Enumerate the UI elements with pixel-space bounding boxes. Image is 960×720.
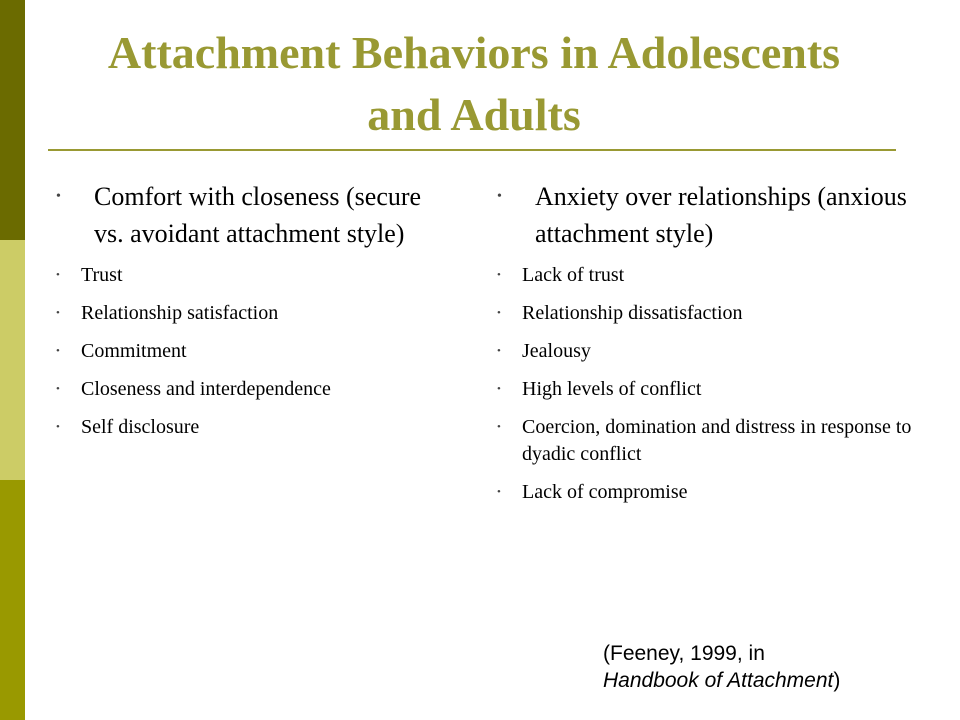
slide-title: [48, 22, 900, 146]
list-item: [56, 338, 436, 365]
left-main-bullet: [56, 178, 436, 252]
bullet-dot-icon: •: [56, 383, 60, 395]
title-divider: [48, 149, 896, 151]
list-item: [56, 376, 436, 403]
bullet-dot-icon: •: [56, 421, 60, 433]
left-column: [56, 178, 436, 452]
list-item-text: Lack of trust: [522, 264, 625, 286]
list-item: [497, 338, 917, 365]
list-item: [497, 376, 917, 403]
slide-title-line2: and Adults: [367, 89, 581, 140]
list-item-text: Coercion, domination and distress in response to dyadic conflict: [522, 416, 912, 465]
list-item: [56, 262, 436, 289]
bullet-dot-icon: •: [497, 383, 501, 395]
list-item-text: Closeness and interdependence: [81, 378, 331, 400]
bullet-dot-icon: •: [497, 307, 501, 319]
citation-prefix: (Feeney, 1999, in: [603, 642, 765, 665]
list-item: [497, 414, 917, 468]
bullet-dot-icon: •: [56, 307, 60, 319]
right-sub-list: [497, 262, 917, 506]
list-item-text: Relationship satisfaction: [81, 302, 279, 324]
slide-title-line1: Attachment Behaviors in Adolescents: [107, 27, 841, 78]
list-item-text: Commitment: [81, 340, 187, 362]
right-heading: Anxiety over relationships (anxious attachment style): [535, 182, 907, 248]
left-sub-list: [56, 262, 436, 441]
list-item-text: Lack of compromise: [522, 481, 688, 503]
citation-work: Handbook of Attachment: [603, 669, 834, 692]
citation-suffix: ): [833, 669, 841, 692]
list-item: [497, 262, 917, 289]
bullet-dot-icon: •: [497, 486, 501, 498]
sidebar-color-bar: [0, 0, 25, 720]
bullet-dot-icon: •: [497, 269, 501, 281]
sidebar-segment-mid: [0, 480, 25, 720]
list-item-text: Jealousy: [522, 340, 591, 362]
list-item: [497, 300, 917, 327]
sidebar-segment-dark: [0, 0, 25, 240]
right-main-bullet: [497, 178, 917, 252]
list-item-text: Trust: [81, 264, 123, 286]
list-item-text: High levels of conflict: [522, 378, 702, 400]
list-item: [497, 479, 917, 506]
list-item: [56, 300, 436, 327]
bullet-dot-icon: •: [497, 345, 501, 357]
list-item-text: Relationship dissatisfaction: [522, 302, 743, 324]
bullet-dot-icon: •: [56, 345, 60, 357]
list-item-text: Self disclosure: [81, 416, 200, 438]
left-heading: Comfort with closeness (secure vs. avoidant attachment style): [94, 182, 422, 248]
bullet-dot-icon: •: [56, 189, 61, 204]
bullet-dot-icon: •: [497, 189, 502, 204]
citation: [603, 640, 840, 694]
bullet-dot-icon: •: [497, 421, 501, 433]
bullet-dot-icon: •: [56, 269, 60, 281]
list-item: [56, 414, 436, 441]
right-column: [497, 178, 917, 517]
sidebar-segment-light: [0, 240, 25, 480]
